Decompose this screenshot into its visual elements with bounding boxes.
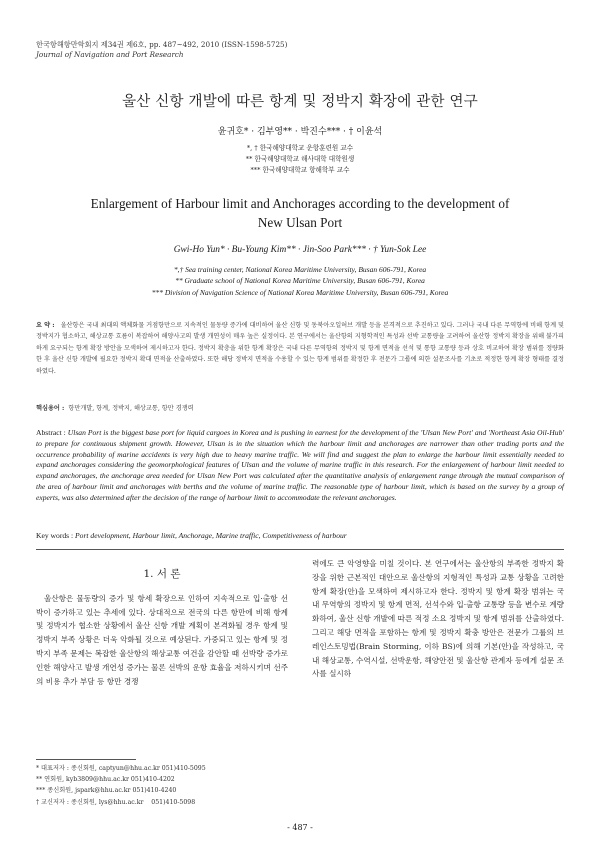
body-paragraph-left: 울산항은 물동량의 증가 및 항세 확장으로 인하여 지속적으로 입·출항 선박이 증가하고 있는 추세에 있다. 상대적으로 전국의 다른 항만에 비해 항계 및 정박지가 협소한 상황에서 울산 신항 개발 계획이 본격화될 경우 항계 및 정박지 부족 상황은 더욱 악화될 것으로 예상된다. 가중되고 있는 항계 및 정박지 부족 문제는 복잡한 울산항의 해상교통 여건을 감안할 때 선박량 증가로 인한 해양사고 발생 개연성 증가는 물론 선박의 운항 효율을 저하시키며 선주의 비용 추가 부담 등 항만 경쟁 (36, 593, 288, 686)
korean-keywords-text: 항만개발, 항계, 정박지, 해상교통, 항만 경쟁력 (68, 405, 194, 412)
english-keywords-label: Key words : (36, 531, 74, 540)
english-keywords-text: Port development, Harbour limit, Anchorage, Marine traffic, Competitiveness of harbour (75, 531, 347, 540)
english-affiliation-2: ** Graduate school of National Korea Maritime University, Busan 606-791, Korea (175, 276, 425, 285)
body-column-left (36, 560, 288, 688)
korean-abstract-label: 요 약 : (36, 322, 55, 329)
english-keywords (36, 531, 564, 540)
body-paragraph-right: 력에도 큰 악영향을 미칠 것이다. 본 연구에서는 울산항의 부족한 정박지 확장을 위한 근본적인 대안으로 울산항의 지형적인 특성과 교통 상황을 고려한 항계 확장(안)을 모색하여 제시하고자 한다. 정박지 및 항계 확장 범위는 국내 무역항의 정박지 및 항계 면적, 선석수와 입·출항 교통량 등을 변수로 계량화하여, 울산 신항 개발에 따른 적정 소요 정박지 및 항계 범위를 산출하였다. 그리고 해당 면적을 포함하는 항계 및 정박지 확충 방안은 전문가 그룹의 브레인스토밍법(Brain Storming, 이하 BS)에 의해 기본(안)을 작성하고, 국내 해상교통, 수역시설, 선박운항, 해양안전 및 울산항 관계자 등에게 설문 조사를 실시하 (312, 559, 564, 679)
footnote-2: ** 연회원, kyb3809@hhu.ac.kr 051)410-4202 (36, 776, 175, 784)
footnote-1: * 대표저자 : 종신회원, captyun@hhu.ac.kr 051)410-5095 (36, 765, 206, 772)
english-authors: Gwi-Ho Yun* · Bu-Young Kim** · Jin-Soo Park*** · † Yun-Sok Lee (173, 245, 427, 255)
footnote-3: *** 종신회원, jspark@hhu.ac.kr 051)410-4240 (36, 787, 177, 795)
english-abstract (36, 428, 564, 504)
korean-authors: 윤귀호* · 김부영** · 박진수*** · † 이윤석 (217, 127, 383, 137)
korean-keywords (36, 403, 564, 412)
footnote-divider (36, 759, 136, 760)
korean-affiliation-2: ** 한국해양대학교 해사대학 대학원생 (245, 155, 355, 163)
english-abstract-label: Abstract : (36, 428, 66, 437)
footnote-4: † 교신저자 : 종신회원, lys@hhu.ac.kr 051)410-5098 (36, 798, 196, 806)
english-affiliation-3: *** Division of Navigation Science of National Korea Maritime University, Busan 606-791, Korea (151, 288, 449, 297)
journal-name-en: Journal of Navigation and Port Research (36, 50, 184, 59)
journal-header (36, 40, 287, 60)
korean-affiliation-1: *, † 한국해양대학교 운항훈련원 교수 (246, 144, 354, 152)
page-number: - 487 - (287, 823, 313, 832)
korean-keywords-label: 핵심용어 : (36, 405, 65, 412)
body-column-right (312, 557, 564, 681)
english-title: Enlargement of Harbour limit and Anchorages according to the development of New Ulsan Port (90, 196, 510, 230)
abstract-divider (36, 549, 564, 550)
journal-citation-kr: 한국항해항만학회지 제34권 제6호, pp. 487~492, 2010 (ISSN-1598-5725) (36, 40, 288, 49)
section-heading: 1. 서 론 (143, 568, 181, 580)
english-affiliation-1: *,† Sea training center, National Korea Maritime University, Busan 606-791, Korea (173, 265, 427, 274)
english-abstract-text: Ulsan Port is the biggest base port for liquid cargoes in Korea and is pushing in earnest for the development of the 'Ulsan New Port' and 'Northeast Asia Oil-Hub' to prepare for continuous shipment growth. However, Ulsan is in the situation which the harbour limit and anchorages are narrower than other trading ports and the occurrence probability of marine accidents is very high due to heavy marine traffic. We will find and suggest the plan to enlarge the harbour limit essentially needed to expand anchorages considering the geomorphological features of Ulsan and the volume of marine traffic in this research. For the enlargement of harbour limit needed to expand anchorages, the anchorage area needed for Ulsan New Port was calculated after the quantitative analysis of enlargement range through the mutual comparison of the area of harbour limit and anchorages with berths and the volume of marine traffic. The reasonable type of harbour limit, which is based on the survey by a group of experts, was also determined after the decision of the range of harbour limit to accommodate the relevant anchorages. (36, 428, 564, 502)
korean-affiliation-3: *** 한국해양대학교 항해학부 교수 (250, 166, 350, 174)
korean-abstract (36, 320, 564, 377)
korean-abstract-text: 울산항은 국내 최대의 액체화물 거점항만으로 지속적인 물동량 증가에 대비하여 울산 신항 및 동북아오일허브 개발 등을 본격적으로 추진하고 있다. 그러나 국내 다른 무역항에 비해 항계 및 정박지가 협소하고, 해상교통 흐름이 복잡하여 해양사고의 발생 개연성이 매우 높은 실정이다. 본 연구에서는 울산항의 지형학적인 특성과 선박 교통량을 고려하여 울산항 정박지 확장을 위해 불가피하게 요구되는 항계 확장 방안을 모색하여 제시하고자 한다. 정박지 확충을 위한 항계 확장은 국내 다른 무역항의 정박지 및 항계 면적을 선석 및 통항 교통량 등과 상호 비교하여 확장 범위를 정량화한 후 울산 신항 개발에 필요한 정박지 확대 면적을 산출하였다. 또한 해당 정박지 면적을 수용할 수 있는 항계 범위를 확정한 후 전문가 그룹에 의한 설문조사를 기초로 적정한 항계 확장 형태를 결정하였다. (36, 322, 565, 375)
korean-title: 울산 신항 개발에 따른 항계 및 정박지 확장에 관한 연구 (122, 94, 478, 110)
footnotes (36, 763, 206, 808)
